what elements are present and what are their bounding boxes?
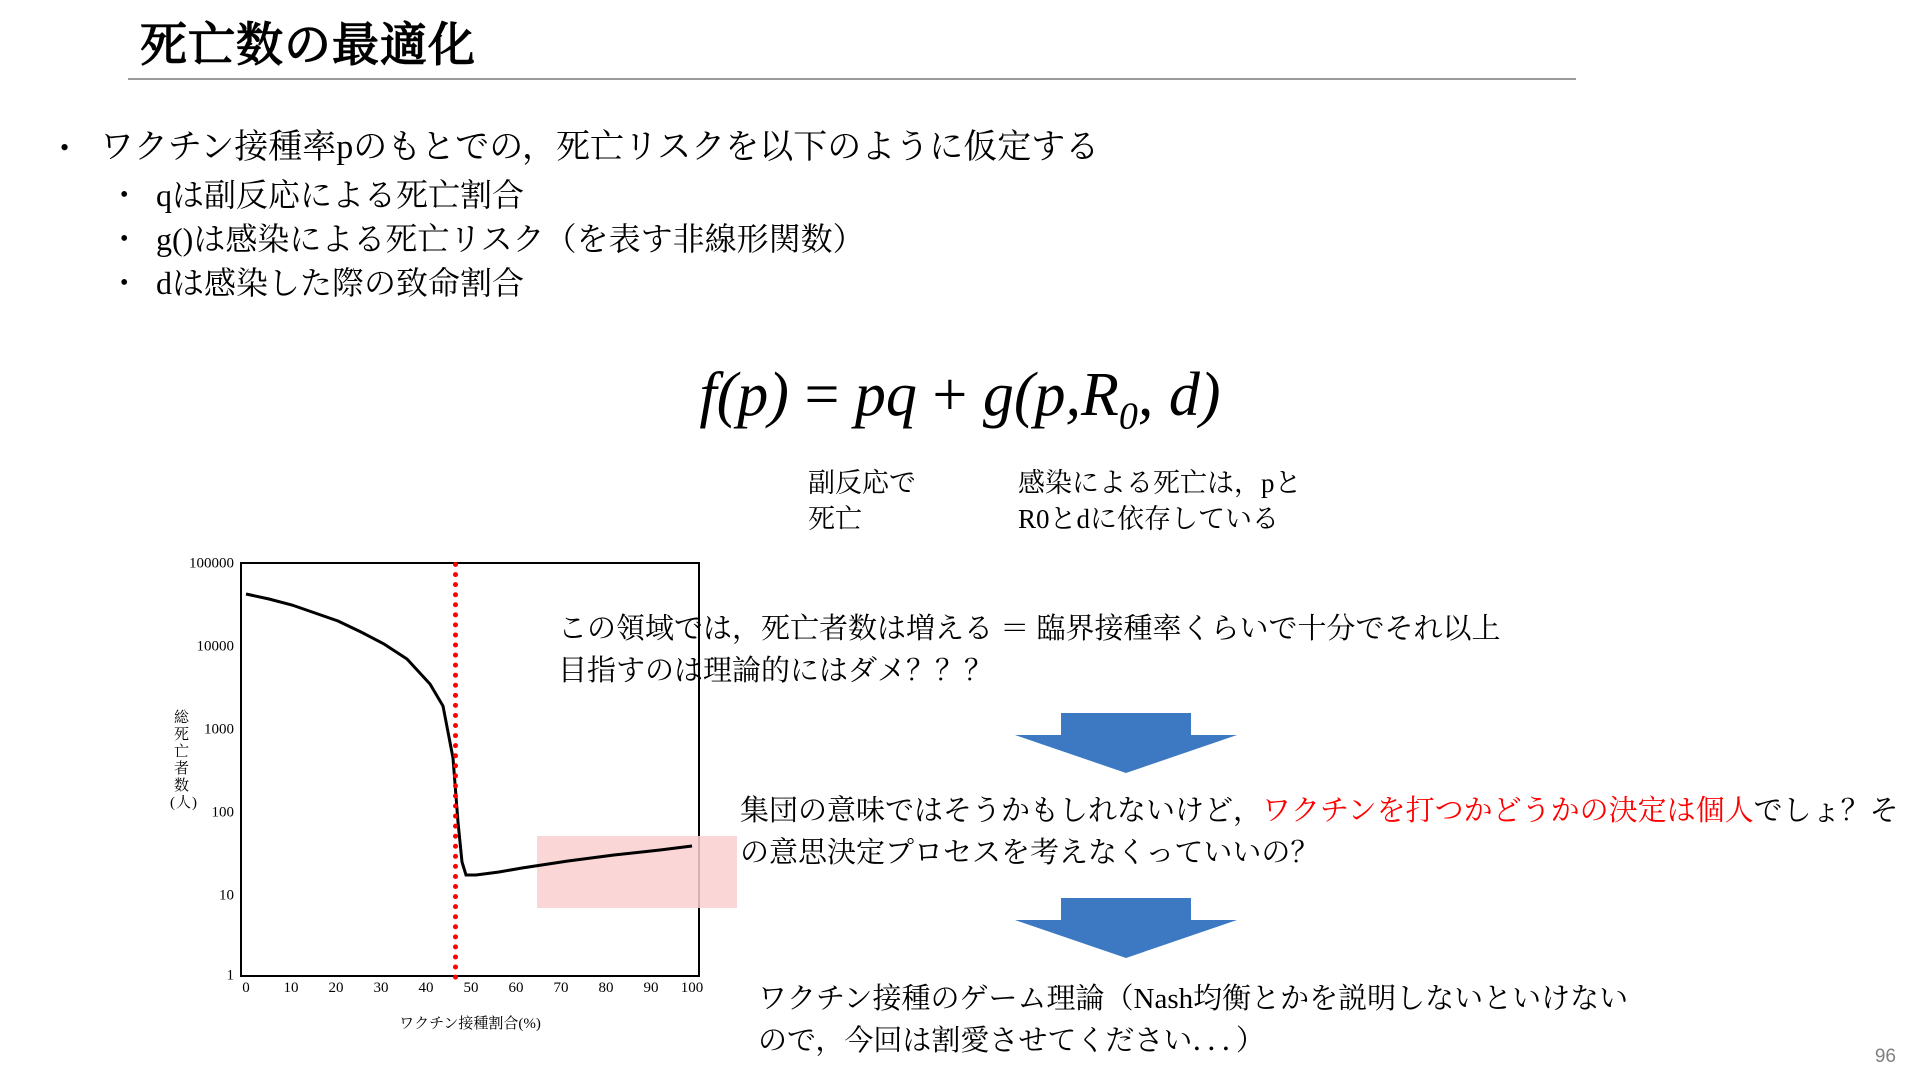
formula-term2-sub: 0 [1118, 395, 1138, 438]
chart-x-tick-20: 20 [328, 980, 344, 996]
formula-term2-R: R [1081, 361, 1119, 429]
chart-y-axis-label: 総死亡者数(人) [170, 710, 198, 811]
bullet-level2-2: • dは感染した際の致命割合 [48, 261, 1548, 305]
chart-y-tick-10000: 10000 [196, 638, 234, 655]
page-number: 96 [1874, 1046, 1896, 1067]
formula-term2-fn: g(p, [982, 361, 1082, 429]
note2-black2: でしょ？その意思決定プロセスを考えなくっていいの？ [740, 795, 1899, 869]
chart-y-tick-100000: 100000 [189, 555, 234, 572]
formula-lhs: f(p) [699, 361, 789, 429]
chart-y-tick-10: 10 [219, 887, 234, 904]
formula-plus: + [932, 361, 968, 429]
formula-block [0, 360, 1920, 438]
chart-x-tick-0: 0 [242, 980, 250, 996]
chart-y-tick-100: 100 [211, 804, 234, 821]
chart-x-tick-40: 40 [418, 980, 434, 996]
note3-line1: ワクチン接種のゲーム理論（Nash均衡とかを説明しないといけない [758, 983, 1629, 1015]
chart-x-tick-70: 70 [553, 980, 569, 996]
chart-x-tick-100: 100 [680, 980, 704, 996]
annotation-right-line1: 感染による死亡は，pと [1018, 468, 1302, 498]
chart-x-tick-50: 50 [463, 980, 479, 996]
note2-black1: 集団の意味ではそうかもしれないけど， [740, 795, 1263, 827]
note-game-theory [758, 978, 1918, 1062]
chart-x-axis-label: ワクチン接種割合(%) [399, 1016, 541, 1032]
note2-red2: 定は個人 [1637, 795, 1754, 827]
page-title: 死亡数の最適化 [140, 18, 476, 71]
chart-x-tick-60: 60 [508, 980, 524, 996]
chart-x-ticks [240, 980, 704, 1004]
chart-y-ticks [170, 555, 234, 984]
chart-x-tick-90: 90 [643, 980, 659, 996]
formula-term2-tail: , d) [1137, 361, 1221, 429]
annotation-right-line2: R0とdに依存している [1018, 504, 1280, 534]
chart-x-tick-10: 10 [283, 980, 299, 996]
bullet-level2-1: • g()は感染による死亡リスク（を表す非線形関数） [48, 217, 1548, 261]
chart-x-tick-80: 80 [598, 980, 614, 996]
bullet-level1: • ワクチン接種率pのもとでの，死亡リスクを以下のように仮定する [48, 125, 1548, 171]
arrow-body [1061, 898, 1191, 920]
chart-y-tick-1: 1 [226, 967, 234, 984]
annotation-right [1018, 465, 1302, 537]
annotation-left-line2: 死亡 [808, 504, 862, 534]
bullet-list [48, 125, 1548, 305]
arrow-head [1015, 735, 1237, 773]
note2-red1: ワクチンを打つかどうかの決 [1262, 795, 1638, 827]
note-individual-decision [740, 790, 1920, 874]
arrow-body [1061, 713, 1191, 735]
arrow-head [1015, 920, 1237, 958]
title-divider [128, 78, 1576, 80]
note-region-increase [558, 608, 1888, 692]
annotation-left-line1: 副反応で [808, 468, 916, 498]
chart-critical-threshold-line [453, 562, 458, 980]
note1-line2: 目指すのは理論的にはダメ？？？ [558, 655, 994, 687]
formula-equals: = [804, 361, 840, 429]
chart-y-tick-1000: 1000 [204, 721, 234, 738]
chart-x-tick-30: 30 [373, 980, 389, 996]
note3-line2: ので，今回は割愛させてください．．．） [758, 1025, 1265, 1057]
annotation-left [808, 465, 916, 537]
bullet-level2-0: • qは副反応による死亡割合 [48, 173, 1548, 217]
note1-line1: この領域では，死亡者数は増える ＝ 臨界接種率くらいで十分でそれ以上 [558, 613, 1501, 645]
formula-term1: pq [854, 361, 917, 429]
